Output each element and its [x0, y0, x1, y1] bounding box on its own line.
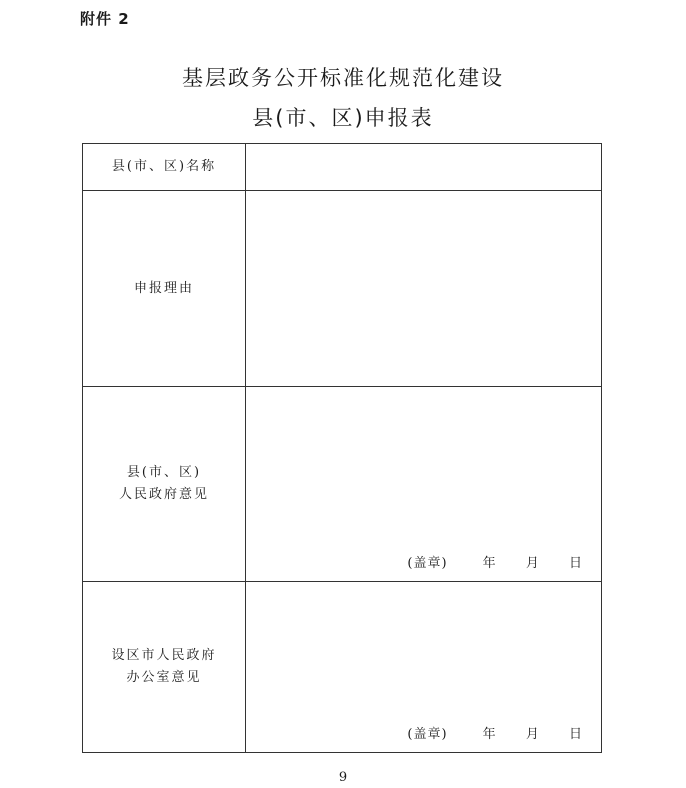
name-field[interactable] [246, 144, 602, 191]
county-day-label: 日 [568, 556, 583, 571]
city-seal-label: (盖章) [407, 727, 448, 742]
city-day-label: 日 [568, 727, 583, 742]
reason-label: 申报理由 [83, 191, 246, 387]
city-opinion-field[interactable] [246, 582, 602, 753]
county-opinion-label-line2: 人民政府意见 [118, 487, 209, 502]
attachment-label: 附件 2 [80, 10, 130, 28]
city-month-label: 月 [525, 727, 540, 742]
city-opinion-label [83, 582, 246, 753]
form-title-line1: 基层政务公开标准化规范化建设 [182, 66, 504, 90]
page-number: 9 [338, 770, 348, 785]
table-row-reason [83, 191, 602, 387]
county-seal-date-line [407, 552, 583, 571]
city-year-label: 年 [482, 727, 497, 742]
reason-field[interactable] [246, 191, 602, 387]
name-label: 县(市、区)名称 [83, 144, 246, 191]
city-seal-date-line [407, 723, 583, 742]
county-opinion-field[interactable] [246, 387, 602, 582]
county-year-label: 年 [482, 556, 497, 571]
table-row-county-opinion [83, 387, 602, 582]
city-opinion-label-line2: 办公室意见 [126, 670, 202, 685]
county-month-label: 月 [525, 556, 540, 571]
application-form-table [82, 143, 602, 753]
city-opinion-label-line1: 设区市人民政府 [111, 648, 217, 663]
table-row-name [83, 144, 602, 191]
county-opinion-label-line1: 县(市、区) [126, 465, 202, 480]
county-opinion-label [83, 387, 246, 582]
county-seal-label: (盖章) [407, 556, 448, 571]
table-row-city-opinion [83, 582, 602, 753]
form-title-line2: 县(市、区)申报表 [252, 106, 434, 130]
